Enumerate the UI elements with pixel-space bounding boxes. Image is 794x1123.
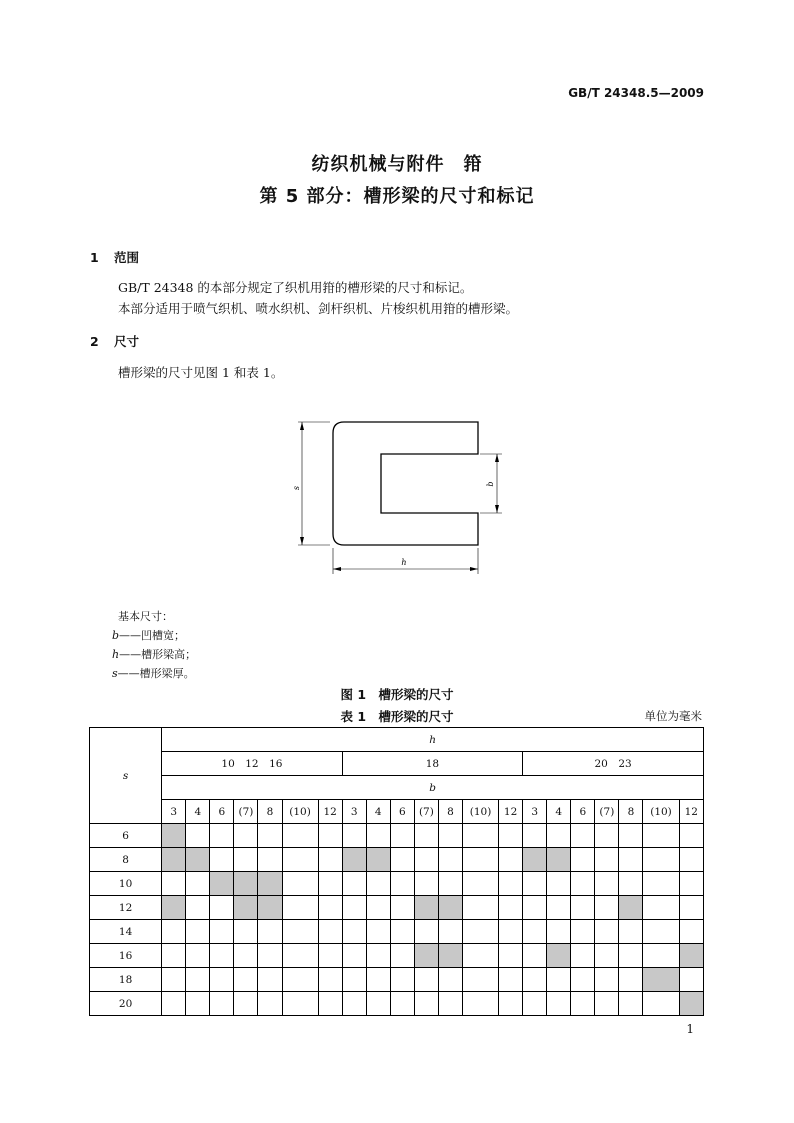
dimensions-paragraph: 槽形梁的尺寸见图 1 和表 1。 (118, 365, 284, 380)
b-value-cell: 12 (679, 800, 703, 824)
legend-item-s (112, 665, 195, 681)
empty-cell (186, 968, 210, 992)
empty-cell (462, 944, 498, 968)
empty-cell (162, 968, 186, 992)
filled-cell (414, 896, 438, 920)
h-group-cell: 18 (342, 752, 522, 776)
s-value-cell: 20 (90, 992, 162, 1016)
empty-cell (366, 944, 390, 968)
empty-cell (499, 848, 523, 872)
empty-cell (619, 824, 643, 848)
empty-cell (210, 968, 234, 992)
empty-cell (679, 848, 703, 872)
b-value-cell: 8 (258, 800, 282, 824)
empty-cell (595, 944, 619, 968)
legend-text: ——槽形梁高； (119, 648, 197, 661)
table-header-row (90, 728, 704, 752)
empty-cell (499, 824, 523, 848)
beam-outline (333, 422, 478, 545)
empty-cell (390, 920, 414, 944)
table-row (90, 872, 704, 896)
empty-cell (210, 824, 234, 848)
empty-cell (282, 992, 318, 1016)
empty-cell (162, 992, 186, 1016)
legend-item-b (112, 627, 185, 643)
empty-cell (318, 848, 342, 872)
dim-label-h: h (401, 558, 407, 567)
empty-cell (162, 920, 186, 944)
scope-paragraph-2: 本部分适用于喷气织机、喷水织机、剑杆织机、片梭织机用箝的槽形梁。 (118, 301, 519, 316)
legend-symbol: b (112, 629, 120, 642)
legend-symbol: h (112, 648, 120, 661)
empty-cell (342, 920, 366, 944)
empty-cell (282, 920, 318, 944)
empty-cell (234, 968, 258, 992)
empty-cell (523, 992, 547, 1016)
legend-symbol: s (112, 667, 118, 680)
empty-cell (643, 896, 679, 920)
empty-cell (462, 824, 498, 848)
empty-cell (571, 848, 595, 872)
table-row (90, 848, 704, 872)
empty-cell (679, 872, 703, 896)
legend-title: 基本尺寸： (118, 610, 173, 623)
empty-cell (342, 872, 366, 896)
table-row (90, 944, 704, 968)
s-value-cell: 14 (90, 920, 162, 944)
empty-cell (390, 824, 414, 848)
empty-cell (414, 920, 438, 944)
dimension-table (89, 727, 704, 1016)
empty-cell (523, 824, 547, 848)
filled-cell (547, 848, 571, 872)
empty-cell (462, 968, 498, 992)
standard-number: GB/T 24348.5—2009 (568, 86, 704, 100)
empty-cell (643, 992, 679, 1016)
table-row (90, 992, 704, 1016)
s-value-cell: 16 (90, 944, 162, 968)
empty-cell (258, 968, 282, 992)
document-title-line1: 纺织机械与附件 箝 (311, 154, 483, 175)
empty-cell (571, 992, 595, 1016)
empty-cell (571, 944, 595, 968)
b-value-cell: (7) (595, 800, 619, 824)
b-value-cell: 3 (523, 800, 547, 824)
filled-cell (258, 872, 282, 896)
b-value-cell: 12 (499, 800, 523, 824)
empty-cell (414, 848, 438, 872)
b-value-cell: 6 (390, 800, 414, 824)
empty-cell (318, 944, 342, 968)
filled-cell (643, 968, 679, 992)
empty-cell (438, 872, 462, 896)
s-header-cell: s (90, 728, 162, 824)
empty-cell (547, 968, 571, 992)
channel-beam-drawing (290, 412, 510, 577)
empty-cell (462, 920, 498, 944)
figure-caption: 图 1 槽形梁的尺寸 (340, 687, 454, 702)
section-title: 尺寸 (114, 334, 140, 349)
filled-cell (438, 944, 462, 968)
empty-cell (679, 824, 703, 848)
empty-cell (342, 896, 366, 920)
empty-cell (619, 944, 643, 968)
b-value-cell: 4 (366, 800, 390, 824)
b-value-cell: 8 (438, 800, 462, 824)
dim-label-b: b (486, 481, 495, 487)
b-value-cell: 8 (619, 800, 643, 824)
empty-cell (523, 944, 547, 968)
empty-cell (282, 944, 318, 968)
empty-cell (523, 896, 547, 920)
empty-cell (414, 968, 438, 992)
empty-cell (390, 992, 414, 1016)
table-row (90, 824, 704, 848)
empty-cell (619, 968, 643, 992)
filled-cell (547, 944, 571, 968)
empty-cell (282, 896, 318, 920)
dim-label-s: s (292, 485, 301, 491)
empty-cell (234, 944, 258, 968)
b-value-cell: (10) (282, 800, 318, 824)
s-value-cell: 6 (90, 824, 162, 848)
empty-cell (366, 824, 390, 848)
h-group-cell: 10 12 16 (162, 752, 342, 776)
empty-cell (366, 992, 390, 1016)
arrow-head (495, 454, 499, 462)
empty-cell (390, 968, 414, 992)
filled-cell (186, 848, 210, 872)
empty-cell (186, 824, 210, 848)
empty-cell (258, 824, 282, 848)
empty-cell (234, 824, 258, 848)
empty-cell (186, 992, 210, 1016)
empty-cell (595, 824, 619, 848)
document-title-line2: 第 5 部分：槽形梁的尺寸和标记 (259, 186, 535, 207)
empty-cell (318, 896, 342, 920)
arrow-head (333, 567, 341, 571)
empty-cell (258, 992, 282, 1016)
filled-cell (162, 848, 186, 872)
legend-item-h (112, 646, 196, 662)
empty-cell (210, 944, 234, 968)
b-value-cell: 4 (186, 800, 210, 824)
empty-cell (595, 992, 619, 1016)
empty-cell (234, 848, 258, 872)
empty-cell (547, 920, 571, 944)
empty-cell (282, 968, 318, 992)
filled-cell (342, 848, 366, 872)
empty-cell (342, 968, 366, 992)
h-groups-row (90, 752, 704, 776)
filled-cell (162, 896, 186, 920)
s-value-cell: 12 (90, 896, 162, 920)
empty-cell (595, 920, 619, 944)
empty-cell (571, 872, 595, 896)
empty-cell (438, 992, 462, 1016)
legend-text: ——槽形梁厚。 (117, 667, 195, 680)
empty-cell (499, 992, 523, 1016)
empty-cell (342, 824, 366, 848)
arrow-head (470, 567, 478, 571)
table-row (90, 920, 704, 944)
empty-cell (366, 872, 390, 896)
b-value-cell: (10) (643, 800, 679, 824)
empty-cell (186, 944, 210, 968)
section-heading-scope (90, 248, 139, 266)
empty-cell (390, 944, 414, 968)
empty-cell (499, 896, 523, 920)
b-value-cell: 3 (162, 800, 186, 824)
empty-cell (499, 920, 523, 944)
empty-cell (571, 896, 595, 920)
empty-cell (186, 896, 210, 920)
empty-cell (210, 920, 234, 944)
empty-cell (499, 944, 523, 968)
filled-cell (438, 896, 462, 920)
empty-cell (162, 944, 186, 968)
empty-cell (547, 824, 571, 848)
empty-cell (679, 968, 703, 992)
b-values-row (90, 800, 704, 824)
empty-cell (679, 920, 703, 944)
empty-cell (499, 872, 523, 896)
section-number: 2 (90, 334, 99, 349)
s-value-cell: 18 (90, 968, 162, 992)
empty-cell (499, 968, 523, 992)
empty-cell (318, 992, 342, 1016)
empty-cell (438, 920, 462, 944)
empty-cell (619, 872, 643, 896)
b-value-cell: 12 (318, 800, 342, 824)
empty-cell (643, 944, 679, 968)
b-value-cell: 6 (210, 800, 234, 824)
empty-cell (523, 968, 547, 992)
arrow-head (495, 505, 499, 513)
empty-cell (523, 872, 547, 896)
empty-cell (282, 872, 318, 896)
filled-cell (619, 896, 643, 920)
legend-text: ——凹槽宽； (119, 629, 186, 642)
scope-paragraph-1: GB/T 24348 的本部分规定了织机用箝的槽形梁的尺寸和标记。 (118, 280, 473, 295)
page-number: 1 (686, 1022, 694, 1036)
empty-cell (210, 848, 234, 872)
section-title: 范围 (114, 250, 140, 265)
empty-cell (258, 920, 282, 944)
empty-cell (595, 872, 619, 896)
section-heading-dimensions (90, 332, 139, 350)
b-value-cell: (7) (414, 800, 438, 824)
empty-cell (619, 920, 643, 944)
empty-cell (643, 872, 679, 896)
arrow-head (300, 537, 304, 545)
empty-cell (595, 968, 619, 992)
empty-cell (462, 992, 498, 1016)
s-value-cell: 8 (90, 848, 162, 872)
empty-cell (643, 848, 679, 872)
filled-cell (414, 944, 438, 968)
empty-cell (186, 920, 210, 944)
filled-cell (234, 872, 258, 896)
b-header-row (90, 776, 704, 800)
empty-cell (547, 992, 571, 1016)
empty-cell (390, 848, 414, 872)
empty-cell (523, 920, 547, 944)
filled-cell (258, 896, 282, 920)
empty-cell (162, 872, 186, 896)
filled-cell (162, 824, 186, 848)
empty-cell (390, 896, 414, 920)
empty-cell (462, 872, 498, 896)
filled-cell (366, 848, 390, 872)
empty-cell (571, 824, 595, 848)
empty-cell (679, 896, 703, 920)
empty-cell (619, 848, 643, 872)
section-number: 1 (90, 250, 99, 265)
h-group-cell: 20 23 (523, 752, 704, 776)
empty-cell (414, 824, 438, 848)
filled-cell (234, 896, 258, 920)
empty-cell (366, 896, 390, 920)
table-row (90, 968, 704, 992)
empty-cell (462, 896, 498, 920)
filled-cell (523, 848, 547, 872)
empty-cell (438, 848, 462, 872)
table-body (90, 824, 704, 1016)
empty-cell (547, 872, 571, 896)
b-value-cell: (10) (462, 800, 498, 824)
empty-cell (282, 848, 318, 872)
filled-cell (679, 944, 703, 968)
empty-cell (571, 920, 595, 944)
empty-cell (342, 944, 366, 968)
b-header-cell: b (162, 776, 704, 800)
empty-cell (414, 992, 438, 1016)
empty-cell (547, 896, 571, 920)
b-value-cell: 6 (571, 800, 595, 824)
empty-cell (234, 992, 258, 1016)
empty-cell (366, 968, 390, 992)
empty-cell (258, 944, 282, 968)
empty-cell (414, 872, 438, 896)
b-value-cell: 4 (547, 800, 571, 824)
empty-cell (234, 920, 258, 944)
empty-cell (366, 920, 390, 944)
empty-cell (210, 992, 234, 1016)
empty-cell (462, 848, 498, 872)
empty-cell (595, 896, 619, 920)
empty-cell (643, 824, 679, 848)
empty-cell (643, 920, 679, 944)
h-header-cell: h (162, 728, 704, 752)
b-value-cell: 3 (342, 800, 366, 824)
empty-cell (438, 824, 462, 848)
table-caption: 表 1 槽形梁的尺寸 (340, 709, 454, 724)
s-value-cell: 10 (90, 872, 162, 896)
empty-cell (619, 992, 643, 1016)
filled-cell (210, 872, 234, 896)
empty-cell (186, 872, 210, 896)
empty-cell (438, 968, 462, 992)
filled-cell (679, 992, 703, 1016)
table-unit: 单位为毫米 (644, 709, 702, 723)
empty-cell (318, 824, 342, 848)
empty-cell (342, 992, 366, 1016)
empty-cell (258, 848, 282, 872)
empty-cell (571, 968, 595, 992)
empty-cell (318, 920, 342, 944)
empty-cell (318, 968, 342, 992)
arrow-head (300, 422, 304, 430)
table-row (90, 896, 704, 920)
empty-cell (210, 896, 234, 920)
empty-cell (282, 824, 318, 848)
b-value-cell: (7) (234, 800, 258, 824)
empty-cell (595, 848, 619, 872)
empty-cell (318, 872, 342, 896)
empty-cell (390, 872, 414, 896)
